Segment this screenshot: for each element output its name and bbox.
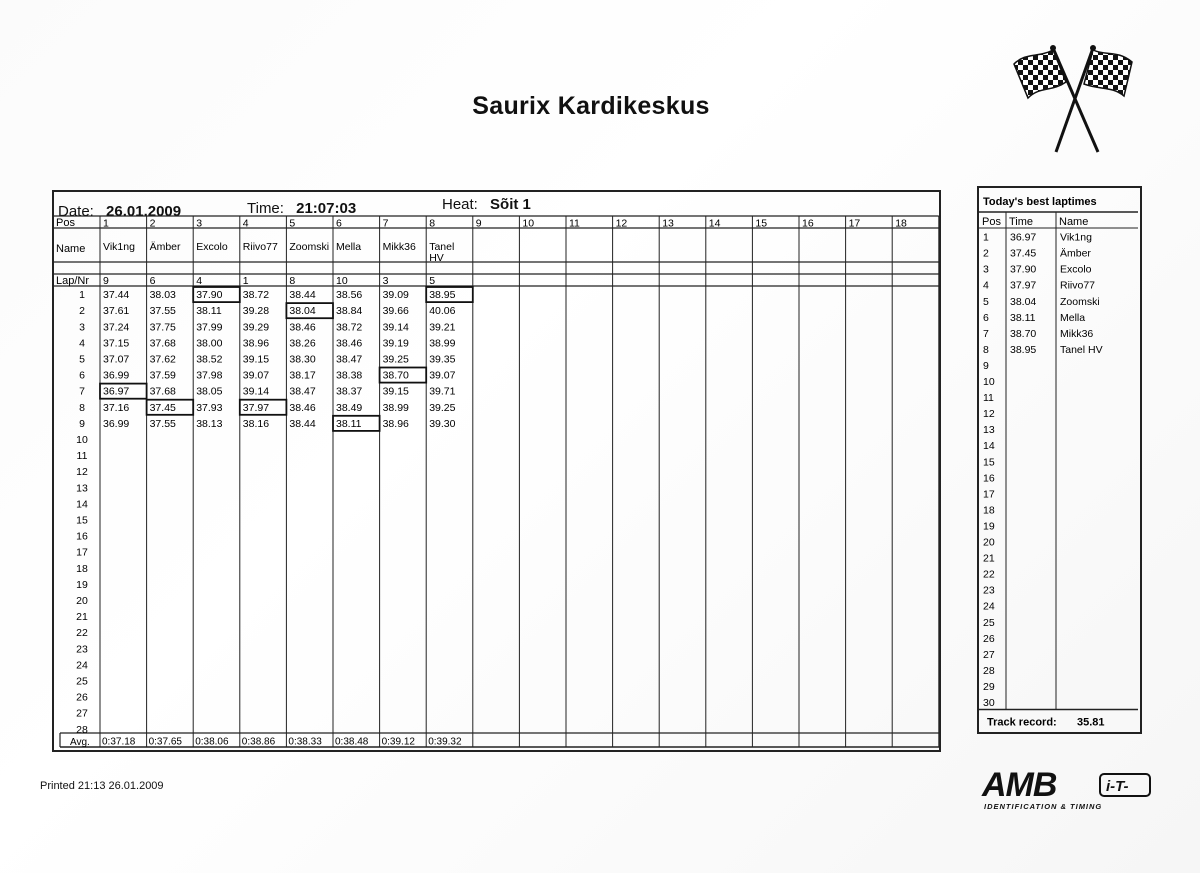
position-number: 16: [802, 217, 814, 230]
lap-time: 39.09: [382, 289, 409, 302]
kart-number: 9: [103, 275, 109, 287]
lap-number: 8: [79, 401, 85, 414]
lap-number: 26: [76, 691, 88, 704]
lap-time: 39.15: [242, 353, 270, 366]
best-pos: 26: [983, 632, 995, 645]
best-pos: 20: [983, 536, 995, 549]
kart-number: 1: [242, 275, 249, 287]
position-number: 14: [708, 217, 721, 230]
lap-time: 38.96: [382, 417, 409, 430]
lap-time: 39.35: [429, 353, 456, 366]
lap-time: 39.14: [382, 321, 409, 334]
date-label: Date:: [58, 203, 94, 220]
lap-time: 36.99: [103, 417, 130, 430]
average-time: 0:39.32: [428, 736, 462, 748]
best-pos: 21: [983, 552, 995, 565]
lap-number: 16: [76, 530, 88, 543]
best-time: 36.97: [1010, 231, 1037, 244]
best-pos: 23: [983, 584, 995, 597]
best-name: Excolo: [1060, 263, 1092, 276]
lap-time: 38.47: [336, 353, 363, 366]
best-pos: 11: [983, 392, 994, 405]
best-time: 37.45: [1010, 247, 1037, 260]
lap-time: 39.66: [382, 305, 409, 318]
lap-time: 38.46: [336, 337, 363, 350]
lap-number: 13: [76, 482, 88, 495]
best-time: 38.11: [1010, 311, 1036, 324]
best-name: Vik1ng: [1060, 231, 1092, 244]
lap-time: 37.68: [149, 337, 176, 350]
lap-time: 37.68: [149, 385, 176, 398]
lap-number: 5: [79, 353, 85, 366]
lap-number: 23: [76, 643, 88, 656]
driver-name: HV: [429, 252, 444, 264]
lap-time: 37.24: [103, 321, 130, 334]
lap-number: 17: [76, 546, 88, 559]
checkered-flags-icon: [1008, 40, 1138, 158]
lap-number: 9: [79, 417, 85, 430]
kart-number: 6: [149, 275, 156, 287]
lap-time: 38.11: [196, 305, 222, 318]
best-name: Riivo77: [1060, 279, 1096, 292]
best-time: 38.04: [1010, 295, 1037, 308]
position-number: 3: [196, 217, 203, 230]
driver-name: Tanel: [429, 241, 455, 253]
lap-time: 38.56: [336, 289, 363, 302]
position-number: 4: [242, 217, 249, 230]
lap-time: 38.17: [289, 369, 316, 382]
track-record-label: Track record:: [987, 716, 1057, 729]
lap-time: 38.49: [336, 401, 363, 414]
position-number: 15: [755, 217, 768, 230]
average-time: 0:37.65: [148, 736, 182, 748]
avg-label: Avg.: [70, 737, 90, 748]
lap-time: 38.47: [289, 385, 316, 398]
lap-time: 39.07: [429, 369, 456, 382]
lap-number: 6: [79, 369, 85, 382]
best-pos: 7: [983, 327, 989, 340]
average-time: 0:38.86: [241, 736, 276, 748]
best-pos: 10: [983, 376, 995, 388]
best-pos: 2: [983, 247, 989, 260]
position-number: 12: [615, 217, 628, 230]
kart-number: 8: [289, 275, 296, 287]
lap-time: 38.13: [196, 417, 223, 430]
lap-time: 38.16: [242, 417, 270, 430]
best-time: 37.97: [1010, 279, 1037, 292]
lap-time: 38.99: [429, 337, 456, 350]
lap-number: 3: [79, 321, 85, 334]
lap-time: 39.15: [382, 385, 409, 398]
lap-time: 38.11: [336, 417, 362, 430]
heat-value: Sõit 1: [490, 196, 531, 213]
time-label: Time:: [247, 200, 284, 217]
best-pos: 12: [983, 408, 995, 421]
position-number: 17: [848, 217, 861, 230]
lap-time: 37.15: [103, 337, 130, 350]
lap-number: 4: [79, 337, 85, 350]
pos-label: Pos: [56, 217, 75, 229]
best-pos: 19: [983, 520, 995, 533]
best-pos: 1: [983, 231, 989, 244]
lapnr-label: Lap/Nr: [56, 275, 90, 287]
lap-time: 38.00: [196, 337, 223, 350]
lap-number: 7: [79, 385, 85, 398]
lap-time: 39.71: [429, 385, 456, 398]
position-number: 6: [336, 217, 342, 230]
lap-time: 39.07: [242, 369, 270, 382]
best-pos: 8: [983, 343, 989, 356]
best-pos: 17: [983, 488, 995, 501]
lap-time: 38.44: [289, 417, 316, 430]
best-pos: 5: [983, 295, 989, 308]
lap-time: 38.70: [382, 369, 409, 382]
lap-time: 38.46: [289, 401, 316, 414]
lap-time: 37.99: [196, 321, 223, 334]
lap-time: 39.28: [242, 305, 270, 318]
lap-time: 38.30: [289, 353, 316, 366]
lap-time: 38.04: [289, 305, 316, 318]
kart-number: 3: [382, 275, 389, 287]
lap-time: 38.72: [336, 321, 363, 334]
amb-logo: [978, 764, 1156, 814]
driver-name: Excolo: [196, 241, 228, 253]
lap-number: 1: [79, 289, 85, 302]
best-pos: 6: [983, 311, 989, 324]
lap-time: 37.90: [196, 289, 223, 302]
position-number: 5: [289, 217, 296, 230]
position-number: 1: [103, 217, 109, 230]
average-time: 0:38.48: [335, 736, 369, 748]
best-pos: 27: [983, 648, 995, 661]
driver-name: Riivo77: [242, 241, 278, 253]
best-pos: 9: [983, 359, 989, 372]
track-record-value: 35.81: [1077, 716, 1105, 729]
lap-time: 37.97: [242, 401, 270, 414]
lap-time: 39.19: [382, 337, 409, 350]
heat-label: Heat:: [442, 196, 478, 213]
lap-time: 40.06: [429, 305, 456, 318]
lap-time: 39.25: [429, 401, 456, 414]
best-name-label: Name: [1059, 216, 1089, 228]
best-time: 38.70: [1010, 327, 1037, 340]
lap-time: 36.97: [103, 385, 130, 398]
lap-number: 15: [76, 514, 88, 527]
page-title: Saurix Kardikeskus: [472, 92, 710, 120]
lap-number: 21: [76, 611, 88, 624]
best-name: Zoomski: [1060, 295, 1100, 308]
kart-number: 4: [196, 275, 203, 287]
lap-time: 37.55: [149, 417, 176, 430]
position-number: 10: [522, 217, 535, 230]
average-time: 0:37.18: [102, 736, 136, 748]
driver-name: Zoomski: [289, 241, 330, 253]
lap-time: 37.07: [103, 353, 130, 366]
lap-number: 28: [76, 723, 88, 736]
best-time: 37.90: [1010, 263, 1037, 276]
best-pos: 15: [983, 456, 995, 469]
best-pos: 25: [983, 616, 995, 629]
best-time-label: Time: [1009, 216, 1034, 228]
best-pos: 30: [983, 697, 995, 709]
lap-number: 11: [76, 450, 88, 463]
lap-time: 37.75: [149, 321, 176, 334]
lap-time: 39.14: [242, 385, 270, 398]
lap-time: 37.44: [103, 289, 130, 302]
best-name: Ämber: [1060, 247, 1091, 260]
lap-number: 12: [76, 466, 88, 479]
best-pos: 14: [983, 440, 995, 453]
lap-time: 38.72: [242, 289, 270, 302]
best-laptimes-panel: [977, 186, 1142, 734]
best-time: 38.95: [1010, 343, 1037, 356]
lap-number: 22: [76, 627, 88, 640]
best-name: Tanel HV: [1060, 343, 1103, 356]
position-number: 7: [382, 217, 389, 230]
best-pos: 13: [983, 424, 995, 437]
driver-name: Vik1ng: [103, 241, 135, 253]
time-value: 21:07:03: [296, 200, 357, 217]
lap-time: 38.38: [336, 369, 363, 382]
position-number: 2: [149, 217, 156, 230]
lap-time: 37.61: [103, 305, 130, 318]
lap-number: 27: [76, 707, 88, 720]
driver-name: Ämber: [149, 241, 181, 253]
best-pos: 4: [983, 279, 989, 292]
lap-time: 37.16: [103, 401, 130, 414]
lap-number: 19: [76, 578, 88, 591]
amb-logo-tagline: IDENTIFICATION & TIMING: [984, 802, 1103, 811]
lap-time: 37.45: [149, 401, 176, 414]
average-time: 0:38.06: [195, 736, 229, 748]
lap-times-table: [52, 190, 942, 752]
amb-logo-main: AMB: [982, 766, 1057, 804]
driver-name: Mikk36: [382, 241, 416, 253]
best-pos: 18: [983, 504, 995, 517]
lap-time: 38.84: [336, 305, 363, 318]
lap-time: 39.29: [242, 321, 270, 334]
lap-time: 38.46: [289, 321, 316, 334]
lap-number: 18: [76, 562, 88, 575]
best-pos: 28: [983, 664, 995, 677]
best-name: Mikk36: [1060, 327, 1094, 340]
average-time: 0:38.33: [288, 736, 322, 748]
kart-number: 5: [429, 275, 436, 287]
lap-time: 39.25: [382, 353, 409, 366]
kart-number: 10: [336, 275, 348, 287]
lap-time: 38.37: [336, 385, 363, 398]
lap-time: 38.52: [196, 353, 223, 366]
date-value: 26.01.2009: [106, 203, 182, 220]
lap-time: 39.21: [429, 321, 456, 334]
driver-name: Mella: [336, 241, 362, 253]
lap-time: 38.26: [289, 337, 316, 350]
position-number: 8: [429, 217, 436, 230]
lap-time: 38.95: [429, 289, 456, 302]
lap-time: 38.96: [242, 337, 270, 350]
best-pos-label: Pos: [982, 216, 1001, 228]
best-pos: 22: [983, 568, 995, 581]
average-time: 0:39.12: [381, 736, 415, 748]
lap-number: 24: [76, 659, 88, 672]
best-pos: 29: [983, 680, 995, 693]
lap-time: 37.62: [149, 353, 176, 366]
printed-timestamp: Printed 21:13 26.01.2009: [40, 780, 164, 792]
best-pos: 16: [983, 472, 995, 485]
lap-time: 38.44: [289, 289, 316, 302]
lap-number: 25: [76, 675, 88, 688]
lap-number: 10: [76, 434, 88, 446]
amb-logo-suffix: i-T-: [1106, 778, 1129, 795]
lap-number: 14: [76, 498, 88, 511]
lap-time: 37.93: [196, 401, 223, 414]
lap-time: 38.05: [196, 385, 223, 398]
lap-time: 36.99: [103, 369, 130, 382]
best-laptimes-title: Today's best laptimes: [983, 196, 1097, 208]
lap-time: 39.30: [429, 417, 456, 430]
lap-time: 37.55: [149, 305, 176, 318]
lap-time: 38.03: [149, 289, 176, 302]
lap-time: 37.59: [149, 369, 176, 382]
position-number: 11: [569, 217, 580, 230]
lap-number: 2: [79, 305, 85, 318]
lap-time: 37.98: [196, 369, 223, 382]
best-pos: 24: [983, 600, 995, 613]
lap-number: 20: [76, 595, 88, 607]
position-number: 18: [895, 217, 907, 230]
best-pos: 3: [983, 263, 989, 276]
name-label: Name: [56, 243, 86, 255]
position-number: 13: [662, 217, 674, 230]
lap-time: 38.99: [382, 401, 409, 414]
best-name: Mella: [1060, 311, 1086, 324]
position-number: 9: [475, 217, 482, 230]
